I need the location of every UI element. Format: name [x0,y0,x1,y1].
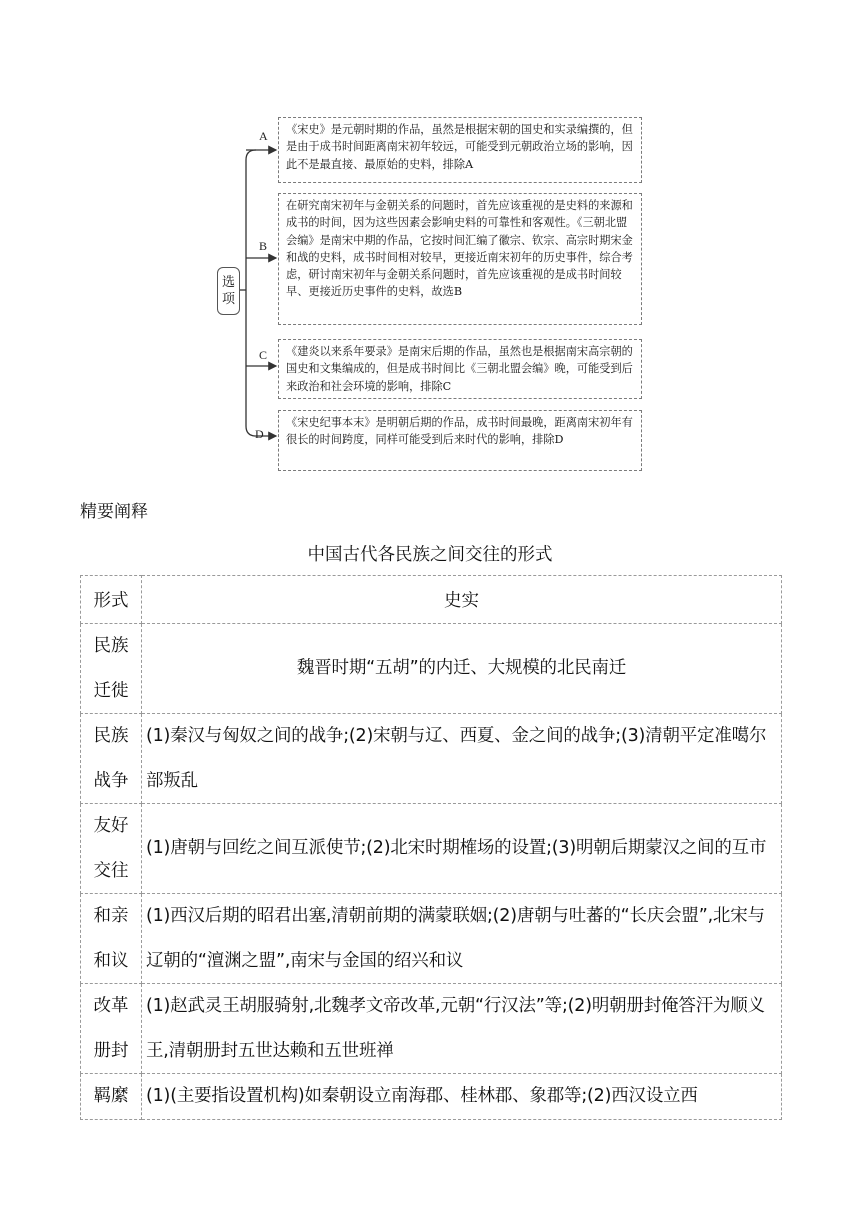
form-cell [81,894,142,984]
facts-cell: 魏晋时期“五胡”的内迁、大规模的北民南迁 [142,624,782,714]
option-a-explanation: 《宋史》是元朝时期的作品，虽然是根据宋朝的国史和实录编撰的，但是由于成书时间距离南宋初年较远，可能受到元朝政治立场的影响，因此不是最直接、最原始的史料，排除A [278,117,642,183]
header-facts: 史实 [142,576,782,624]
table-row [81,894,782,984]
facts-cell: (1)西汉后期的昭君出塞,清朝前期的满蒙联姻;(2)唐朝与吐蕃的“长庆会盟”,北宋与辽朝的“澶渊之盟”,南宋与金国的绍兴和议 [142,894,782,984]
table-header-row [81,576,782,624]
option-letter-c: C [259,348,268,362]
form-line: 友好 [93,816,129,836]
mindmap-root-node [217,267,240,315]
table-row [81,1074,782,1120]
form-line: 迁徙 [93,680,129,701]
form-cell [81,984,142,1074]
option-letter-d: D [255,427,264,441]
header-form: 形式 [81,576,142,624]
section-title: 精要阐释 [80,502,148,522]
form-line: 交往 [93,860,129,881]
facts-cell: (1)秦汉与匈奴之间的战争;(2)宋朝与辽、西夏、金之间的战争;(3)清朝平定准噶尔部叛乱 [142,714,782,804]
table-row [81,714,782,804]
table-row [81,984,782,1074]
form-cell [81,714,142,804]
option-b-explanation: 在研究南宋初年与金朝关系的问题时，首先应该重视的是史料的来源和成书的时间，因为这些因素会影响史料的可靠性和客观性。《三朝北盟会编》是南宋中期的作品，它按时间汇编了徽宗、钦宗、高宗时期宋金和战的史料，成书时间相对较早，更接近南宋初年的历史事件，综合考虑，研讨南宋初年与金朝关系问题时，首先应该重视的是成书时间较早、更接近历史事件的史料，故选B [278,193,642,325]
option-d-explanation: 《宋史纪事本末》是明朝后期的作品，成书时间最晚，距离南宋初年有很长的时间跨度，同样可能受到后来时代的影响，排除D [278,410,642,471]
option-letter-b: B [259,239,268,253]
facts-cell: (1)(主要指设置机构)如秦朝设立南海郡、桂林郡、象郡等;(2)西汉设立西 [142,1074,782,1120]
form-cell [81,1074,142,1120]
interaction-forms-table [80,575,782,1120]
table-row [81,804,782,894]
facts-cell: (1)唐朝与回纥之间互派使节;(2)北宋时期榷场的设置;(3)明朝后期蒙汉之间的互市 [142,804,782,894]
form-line: 改革 [93,996,129,1016]
option-letter-a: A [259,129,268,143]
facts-cell: (1)赵武灵王胡服骑射,北魏孝文帝改革,元朝“行汉法”等;(2)明朝册封俺答汗为顺义王,清朝册封五世达赖和五世班禅 [142,984,782,1074]
form-line: 册封 [93,1040,129,1061]
table-row [81,624,782,714]
form-cell [81,624,142,714]
options-mindmap [0,0,860,490]
root-label-char: 选 [221,275,235,290]
form-line: 和亲 [93,906,129,926]
form-line: 和议 [93,950,129,971]
form-line: 民族 [93,726,129,746]
table-caption: 中国古代各民族之间交往的形式 [307,545,553,565]
form-line: 羁縻 [93,1086,129,1106]
option-c-explanation: 《建炎以来系年要录》是南宋后期的作品，虽然也是根据南宋高宗朝的国史和文集编成的，但是成书时间比《三朝北盟会编》晚，可能受到后来政治和社会环境的影响，排除C [278,339,642,399]
form-cell [81,804,142,894]
form-line: 民族 [93,636,129,656]
form-line: 战争 [93,770,129,791]
root-label-char: 项 [221,292,235,307]
